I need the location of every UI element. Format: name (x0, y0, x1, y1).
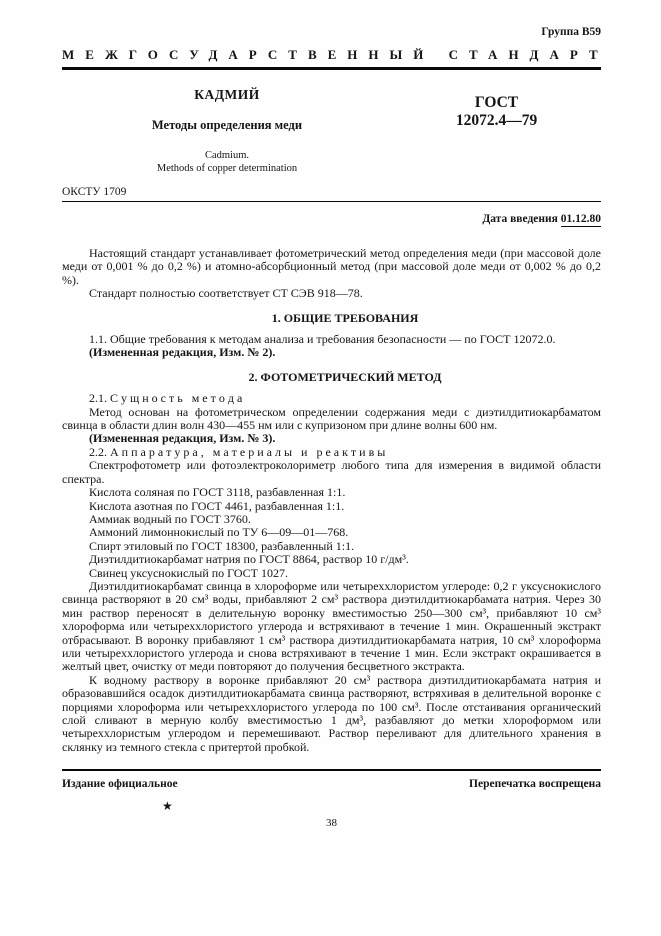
clause-1-1: 1.1. Общие требования к методам анализа и требования безопасности — по ГОСТ 12072.0. (89, 332, 556, 347)
reagent-item: Диэтилдитиокарбамат натрия по ГОСТ 8864, раствор 10 г/дм³. (89, 552, 409, 567)
page-number: 38 (326, 817, 337, 830)
clause-2-1-text: Метод основан на фотометрическом определении содержания меди с диэтилдитиокарбаматом свинца в области длин волн 430—455 нм или с купризоном при длине волны 600 нм. (62, 404, 601, 433)
section-2-heading: 2. ФОТОМЕТРИЧЕСКИЙ МЕТОД (248, 369, 442, 384)
standard-type-title: МЕЖГОСУДАРСТВЕННЫЙ СТАНДАРТ (62, 47, 609, 62)
title-rule (62, 201, 601, 202)
document-body (62, 247, 601, 754)
star-icon: ★ (162, 799, 173, 814)
doc-subtitle-en: Methods of copper determination (156, 162, 298, 174)
okstu-code: ОКСТУ 1709 (62, 186, 127, 198)
doc-title-ru: КАДМИЙ (194, 87, 260, 102)
clause-2-2-heading: 2.2. А п п а р а т у р а , м а т е р и а л ы и р е а к т и в ы (89, 444, 386, 459)
reagent-item: Аммиак водный по ГОСТ 3760. (89, 511, 251, 526)
doc-title-en: Cadmium. (204, 150, 250, 161)
standard-designation (392, 87, 601, 175)
reagent-item: Кислота соляная по ГОСТ 3118, разбавленная 1:1. (89, 485, 346, 500)
title-block (62, 87, 601, 175)
preparation-paragraph: Диэтилдитиокарбамат свинца в хлороформе или четыреххлористом углероде: 0,2 г уксуснокислого свинца растворяют в 20 см³ воды, прибавляют 2 см³ раствора диэтилдитиокарбамата натрия. Через 30 мин раствор переносят в делительную воронку вместимостью 250—300 см³, прибавляют 10 см³ хлороформа или четыреххлористого углерода и встряхивают в течение 1 мин. Окрашенный экстракт отбрасывают. В воронку прибавляют 1 см³ раствора диэтилдитиокарбамата натрия, 10 см³ хлороформа или четыреххлористого углерода и снова встряхивают в течение 1 мин. Если экстракт окрашивается в желтый цвет, очистку от меди повторяют до получения бесцветного экстракта. (62, 578, 601, 674)
footer (62, 778, 601, 790)
designation-line1: ГОСТ (474, 94, 519, 111)
reagent-item: Свинец уксуснокислый по ГОСТ 1027. (89, 565, 288, 580)
group-label: Группа В59 (541, 26, 601, 38)
designation-line2: 12072.4—79 (455, 112, 538, 129)
intro-paragraph: Настоящий стандарт устанавливает фотометрический метод определения меди (при массовой доле меди от 0,001 % до 0,2 %) и атомно-абсорбционный метод (при массовой доле меди от 0,002 % до 0,2 %). (62, 246, 601, 287)
section-1-heading: 1. ОБЩИЕ ТРЕБОВАНИЯ (271, 310, 419, 325)
clause-2-1-heading: 2.1. С у щ н о с т ь м е т о д а (89, 391, 243, 406)
amendment-note: (Измененная редакция, Изм. № 2). (89, 345, 276, 360)
amendment-note: (Измененная редакция, Изм. № 3). (89, 431, 276, 446)
reprint-prohibited-label: Перепечатка воспрещена (469, 778, 601, 791)
footer-rule (62, 769, 601, 771)
aqueous-solution-paragraph: К водному раствору в воронке прибавляют 20 см³ раствора диэтилдитиокарбамата натрия и образовавшийся осадок диэтилдитиокарбамата свинца растворяют, встряхивая в делительной воронке с порциями хлороформа или четыреххлористого углерода по 100 см³. После отстаивания органический слой сливают в мерную колбу вместимостью 1 дм³, разбавляют до метки хлороформом или четыреххлористым углеродом и перемешивают. Раствор переливают для длительного хранения в склянку из темного стекла с притертой пробкой. (62, 672, 601, 754)
header-rule (62, 67, 601, 70)
official-edition-label: Издание официальное (62, 778, 178, 791)
intro-paragraph: Стандарт полностью соответствует СТ СЭВ 918—78. (89, 286, 363, 301)
date-label: Дата введения (482, 213, 558, 225)
clause-2-2-text: Спектрофотометр или фотоэлектроколориметр любого типа для измерения в видимой области спектра. (62, 458, 601, 486)
doc-subtitle-ru: Методы определения меди (151, 118, 303, 132)
reagent-item: Кислота азотная по ГОСТ 4461, разбавленная 1:1. (89, 498, 345, 513)
introduction-date (62, 213, 601, 225)
date-value: 01.12.80 (560, 213, 601, 225)
reagent-item: Спирт этиловый по ГОСТ 18300, разбавленный 1:1. (89, 538, 355, 553)
reagent-item: Аммоний лимоннокислый по ТУ 6—09—01—768. (89, 525, 349, 540)
